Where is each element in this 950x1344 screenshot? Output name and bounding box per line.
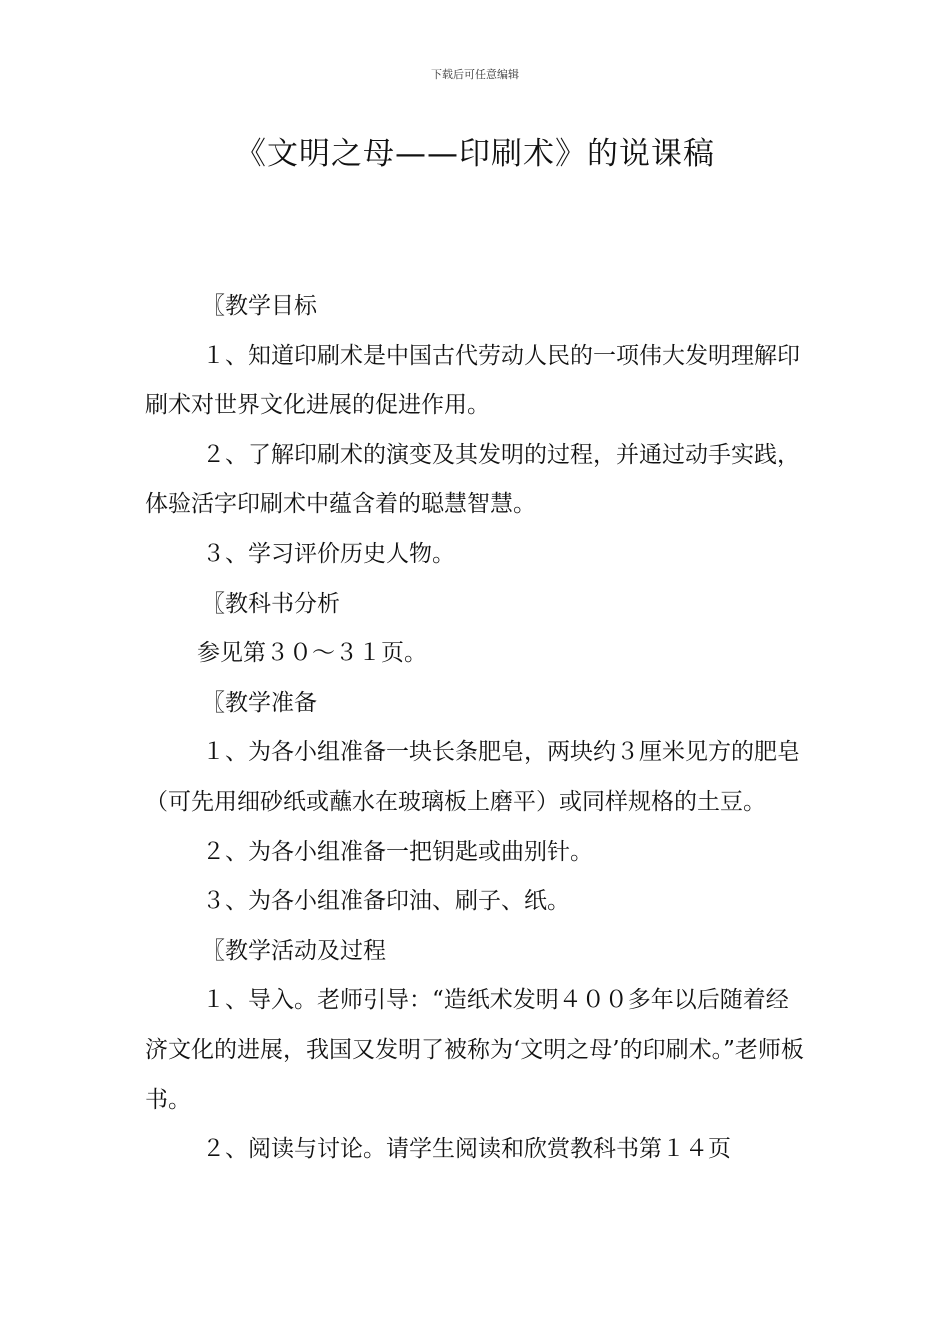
section-heading-objectives: 〖教学目标: [202, 293, 317, 319]
paragraph: １、为各小组准备一块长条肥皂，两块约３厘米见方的肥皂（可先用细砂纸或蘸水在玻璃板上磨平）或同样规格的土豆。: [145, 739, 800, 815]
paragraph: 参见第３０～３１页。: [197, 640, 427, 667]
paragraph: １、导入。老师引导：“造纸术发明４００多年以后随着经济文化的进展，我国又发明了被称为‘文明之母’的印刷术。”老师板书。: [145, 987, 804, 1113]
paragraph: ２、阅读与讨论。请学生阅读和欣赏教科书第１４页: [202, 1136, 731, 1163]
paragraph: １、知道印刷术是中国古代劳动人民的一项伟大发明理解印刷术对世界文化进展的促进作用。: [145, 342, 800, 419]
document-body: [145, 282, 807, 1175]
section-heading-preparation: 〖教学准备: [202, 689, 317, 716]
paragraph: ２、了解印刷术的演变及其发明的过程，并通过动手实践，体验活字印刷术中蕴含着的聪慧智慧。: [145, 441, 800, 518]
document-title: 《文明之母——印刷术》的说课稿: [235, 136, 715, 172]
section-heading-textbook-analysis: 〖教科书分析: [202, 590, 340, 617]
paragraph: ３、为各小组准备印油、刷子、纸。: [202, 888, 570, 915]
paragraph: ３、学习评价历史人物。: [202, 540, 455, 567]
section-heading-activities: 〖教学活动及过程: [202, 937, 386, 964]
paragraph: ２、为各小组准备一把钥匙或曲别针。: [202, 838, 593, 865]
page-header-note: 下载后可任意编辑: [431, 68, 519, 81]
